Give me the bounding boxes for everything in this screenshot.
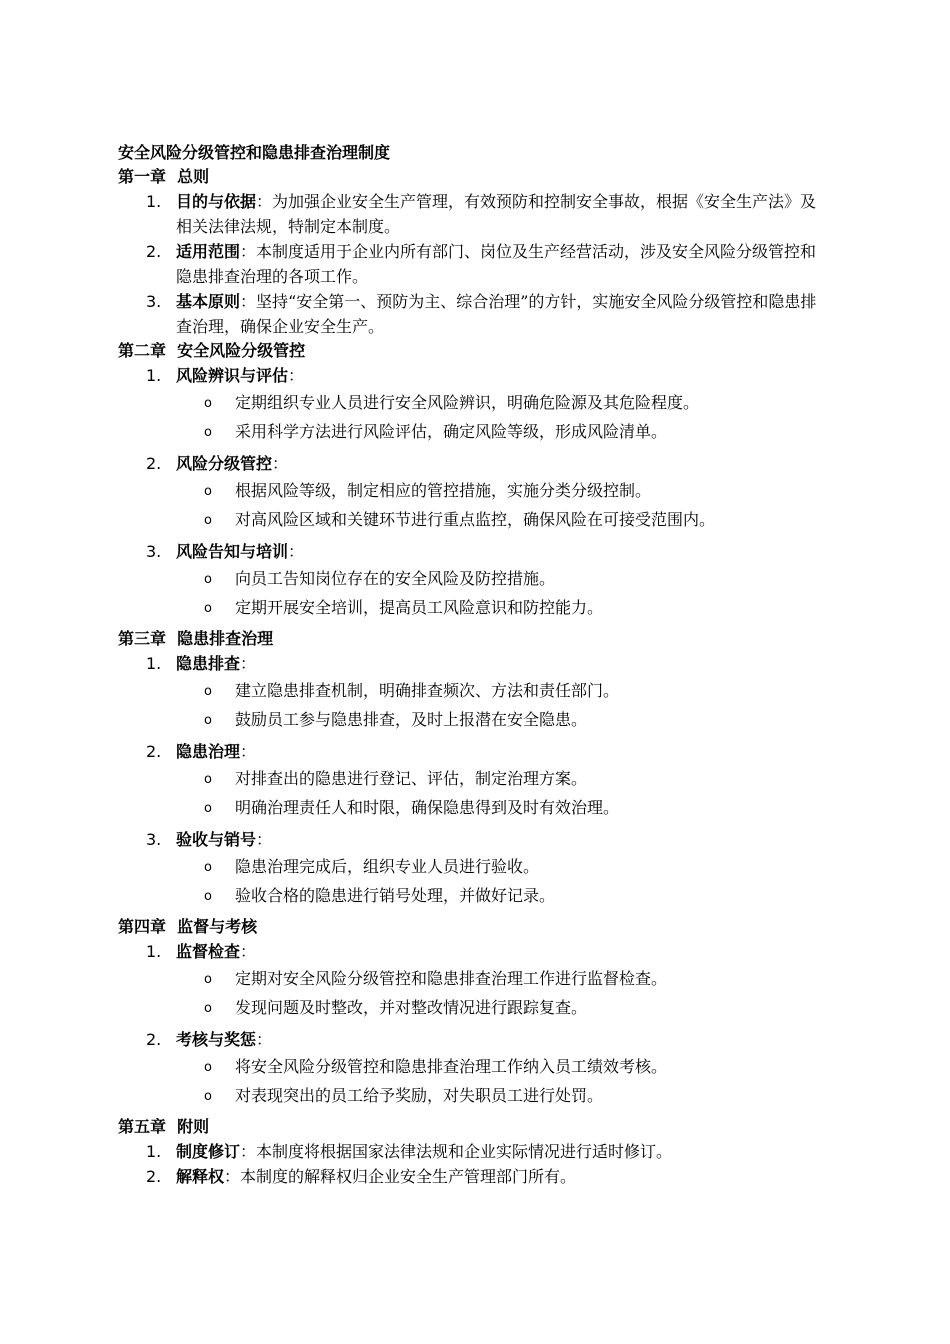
sub-list-item xyxy=(118,857,818,877)
chapter-title: 第一章 总则 xyxy=(118,167,210,186)
chapter-title: 第五章 附则 xyxy=(118,1117,210,1136)
list-item-text: 坚持“安全第一、预防为主、综合治理”的方针，实施安全风险分级管控和隐患排查治理，确保企业安全生产。 xyxy=(176,292,817,336)
chapter-title: 第三章 隐患排查治理 xyxy=(118,629,274,648)
chapter-section xyxy=(118,915,818,1106)
sub-list-item xyxy=(118,422,818,442)
list-item-row xyxy=(118,289,818,339)
list-item-label: 制度修订 xyxy=(176,1142,241,1161)
bullet-circle-icon: o xyxy=(204,684,212,699)
sub-list-item xyxy=(118,510,818,530)
list-item-row xyxy=(118,363,818,388)
bullet-circle-icon: o xyxy=(204,860,212,875)
list-item-row xyxy=(118,827,818,852)
sub-list-item-text: 定期对安全风险分级管控和隐患排查治理工作进行监督检查。 xyxy=(235,969,668,988)
sub-list-item-text: 验收合格的隐患进行销号处理，并做好记录。 xyxy=(235,886,556,905)
document-title: 安全风险分级管控和隐患排查治理制度 xyxy=(118,143,391,162)
list-item-text: 本制度将根据国家法律法规和企业实际情况进行适时修订。 xyxy=(256,1142,673,1161)
list-item-number: 3. xyxy=(146,830,162,849)
list-item-separator: ： xyxy=(288,542,305,561)
document-page xyxy=(118,141,818,1189)
list-item xyxy=(118,1139,818,1164)
sub-list-item xyxy=(118,1057,818,1077)
list-item-number: 1. xyxy=(146,192,162,211)
list-item xyxy=(118,539,818,618)
sub-list-item-text: 采用科学方法进行风险评估，确定风险等级，形成风险清单。 xyxy=(235,422,668,441)
sub-list-item-text: 鼓励员工参与隐患排查，及时上报潜在安全隐患。 xyxy=(235,710,588,729)
bullet-circle-icon: o xyxy=(204,572,212,587)
list-item-row xyxy=(118,1027,818,1052)
list-item-row xyxy=(118,1139,818,1164)
list-item-separator: ： xyxy=(256,830,273,849)
list-item-row xyxy=(118,451,818,476)
chapter-list xyxy=(118,165,818,1189)
sub-list-item xyxy=(118,393,818,413)
bullet-circle-icon: o xyxy=(204,425,212,440)
list-item-label: 风险分级管控 xyxy=(176,454,273,473)
sub-list xyxy=(118,569,818,618)
list-item-row xyxy=(118,739,818,764)
sub-list-item-text: 对表现突出的员工给予奖励，对失职员工进行处罚。 xyxy=(235,1086,604,1105)
bullet-circle-icon: o xyxy=(204,1001,212,1016)
bullet-circle-icon: o xyxy=(204,801,212,816)
list-item xyxy=(118,1027,818,1106)
sub-list-item xyxy=(118,969,818,989)
list-item-row xyxy=(118,539,818,564)
sub-list-item xyxy=(118,569,818,589)
list-item xyxy=(118,239,818,289)
list-item-text: 本制度的解释权归企业安全生产管理部门所有。 xyxy=(240,1167,577,1186)
chapter-section xyxy=(118,627,818,906)
bullet-circle-icon: o xyxy=(204,396,212,411)
list-item-text: 为加强企业安全生产管理，有效预防和控制安全事故，根据《安全生产法》及相关法律法规，特制定本制度。 xyxy=(176,192,817,236)
list-item-label: 解释权 xyxy=(176,1167,225,1186)
sub-list-item xyxy=(118,998,818,1018)
list-item-number: 1. xyxy=(146,654,162,673)
list-item xyxy=(118,363,818,442)
sub-list-item xyxy=(118,710,818,730)
sub-list-item xyxy=(118,769,818,789)
list-item-label: 风险辨识与评估 xyxy=(176,366,289,385)
sub-list-item-text: 向员工告知岗位存在的安全风险及防控措施。 xyxy=(235,569,556,588)
sub-list xyxy=(118,857,818,906)
list-item xyxy=(118,651,818,730)
list-item-separator: ： xyxy=(240,654,257,673)
sub-list xyxy=(118,681,818,730)
sub-list xyxy=(118,1057,818,1106)
list-item-separator: ： xyxy=(240,242,257,261)
list-item-separator: ： xyxy=(240,742,257,761)
list-item-row xyxy=(118,189,818,239)
sub-list xyxy=(118,481,818,530)
bullet-circle-icon: o xyxy=(204,484,212,499)
list-item-row xyxy=(118,239,818,289)
list-item-separator: ： xyxy=(272,454,289,473)
list-item-row xyxy=(118,939,818,964)
list-item-label: 基本原则 xyxy=(176,292,241,311)
sub-list-item-text: 明确治理责任人和时限，确保隐患得到及时有效治理。 xyxy=(235,798,620,817)
list-item xyxy=(118,1164,818,1189)
list-item-number: 2. xyxy=(146,742,162,761)
bullet-circle-icon: o xyxy=(204,713,212,728)
list-item-number: 3. xyxy=(146,542,162,561)
list-item-label: 目的与依据 xyxy=(176,192,257,211)
list-item xyxy=(118,451,818,530)
sub-list-item-text: 将安全风险分级管控和隐患排查治理工作纳入员工绩效考核。 xyxy=(235,1057,668,1076)
list-item-number: 2. xyxy=(146,242,162,261)
sub-list xyxy=(118,769,818,818)
list-item-separator: ： xyxy=(240,292,257,311)
list-item-row xyxy=(118,651,818,676)
chapter-section xyxy=(118,1115,818,1189)
sub-list-item-text: 发现问题及时整改，并对整改情况进行跟踪复查。 xyxy=(235,998,588,1017)
sub-list-item-text: 根据风险等级，制定相应的管控措施，实施分类分级控制。 xyxy=(235,481,652,500)
sub-list-item xyxy=(118,481,818,501)
list-item-number: 2. xyxy=(146,454,162,473)
sub-list-item xyxy=(118,886,818,906)
list-item xyxy=(118,939,818,1018)
chapter-section xyxy=(118,339,818,618)
list-item-number: 2. xyxy=(146,1030,162,1049)
sub-list-item xyxy=(118,681,818,701)
sub-list-item-text: 定期开展安全培训，提高员工风险意识和防控能力。 xyxy=(235,598,604,617)
list-item-label: 考核与奖惩 xyxy=(176,1030,257,1049)
list-item-label: 隐患治理 xyxy=(176,742,241,761)
list-item xyxy=(118,827,818,906)
list-item-number: 1. xyxy=(146,1142,162,1161)
bullet-circle-icon: o xyxy=(204,772,212,787)
sub-list-item-text: 对高风险区域和关键环节进行重点监控，确保风险在可接受范围内。 xyxy=(235,510,716,529)
bullet-circle-icon: o xyxy=(204,889,212,904)
list-item-label: 风险告知与培训 xyxy=(176,542,289,561)
list-item-separator: ： xyxy=(288,366,305,385)
sub-list-item xyxy=(118,1086,818,1106)
bullet-circle-icon: o xyxy=(204,972,212,987)
chapter-title: 第二章 安全风险分级管控 xyxy=(118,341,306,360)
sub-list xyxy=(118,969,818,1018)
bullet-circle-icon: o xyxy=(204,1060,212,1075)
sub-list xyxy=(118,393,818,442)
sub-list-item xyxy=(118,598,818,618)
list-item-number: 1. xyxy=(146,942,162,961)
sub-list-item-text: 隐患治理完成后，组织专业人员进行验收。 xyxy=(235,857,540,876)
sub-list-item xyxy=(118,798,818,818)
list-item-separator: ： xyxy=(256,192,273,211)
sub-list-item-text: 建立隐患排查机制，明确排查频次、方法和责任部门。 xyxy=(235,681,620,700)
list-item-label: 监督检查 xyxy=(176,942,241,961)
list-item-label: 适用范围 xyxy=(176,242,241,261)
list-item xyxy=(118,289,818,339)
list-item-label: 隐患排查 xyxy=(176,654,241,673)
sub-list-item-text: 对排查出的隐患进行登记、评估，制定治理方案。 xyxy=(235,769,588,788)
list-item-separator: ： xyxy=(256,1030,273,1049)
bullet-circle-icon: o xyxy=(204,1089,212,1104)
bullet-circle-icon: o xyxy=(204,513,212,528)
list-item-text: 本制度适用于企业内所有部门、岗位及生产经营活动，涉及安全风险分级管控和隐患排查治理的各项工作。 xyxy=(176,242,817,286)
list-item-separator: ： xyxy=(240,1142,257,1161)
list-item-separator: ： xyxy=(224,1167,241,1186)
list-item xyxy=(118,189,818,239)
chapter-section xyxy=(118,165,818,339)
chapter-title: 第四章 监督与考核 xyxy=(118,917,258,936)
list-item-row xyxy=(118,1164,818,1189)
list-item-number: 1. xyxy=(146,366,162,385)
list-item xyxy=(118,739,818,818)
list-item-label: 验收与销号 xyxy=(176,830,257,849)
list-item-separator: ： xyxy=(240,942,257,961)
list-item-number: 3. xyxy=(146,292,162,311)
sub-list-item-text: 定期组织专业人员进行安全风险辨识，明确危险源及其危险程度。 xyxy=(235,393,700,412)
list-item-number: 2. xyxy=(146,1167,162,1186)
bullet-circle-icon: o xyxy=(204,601,212,616)
